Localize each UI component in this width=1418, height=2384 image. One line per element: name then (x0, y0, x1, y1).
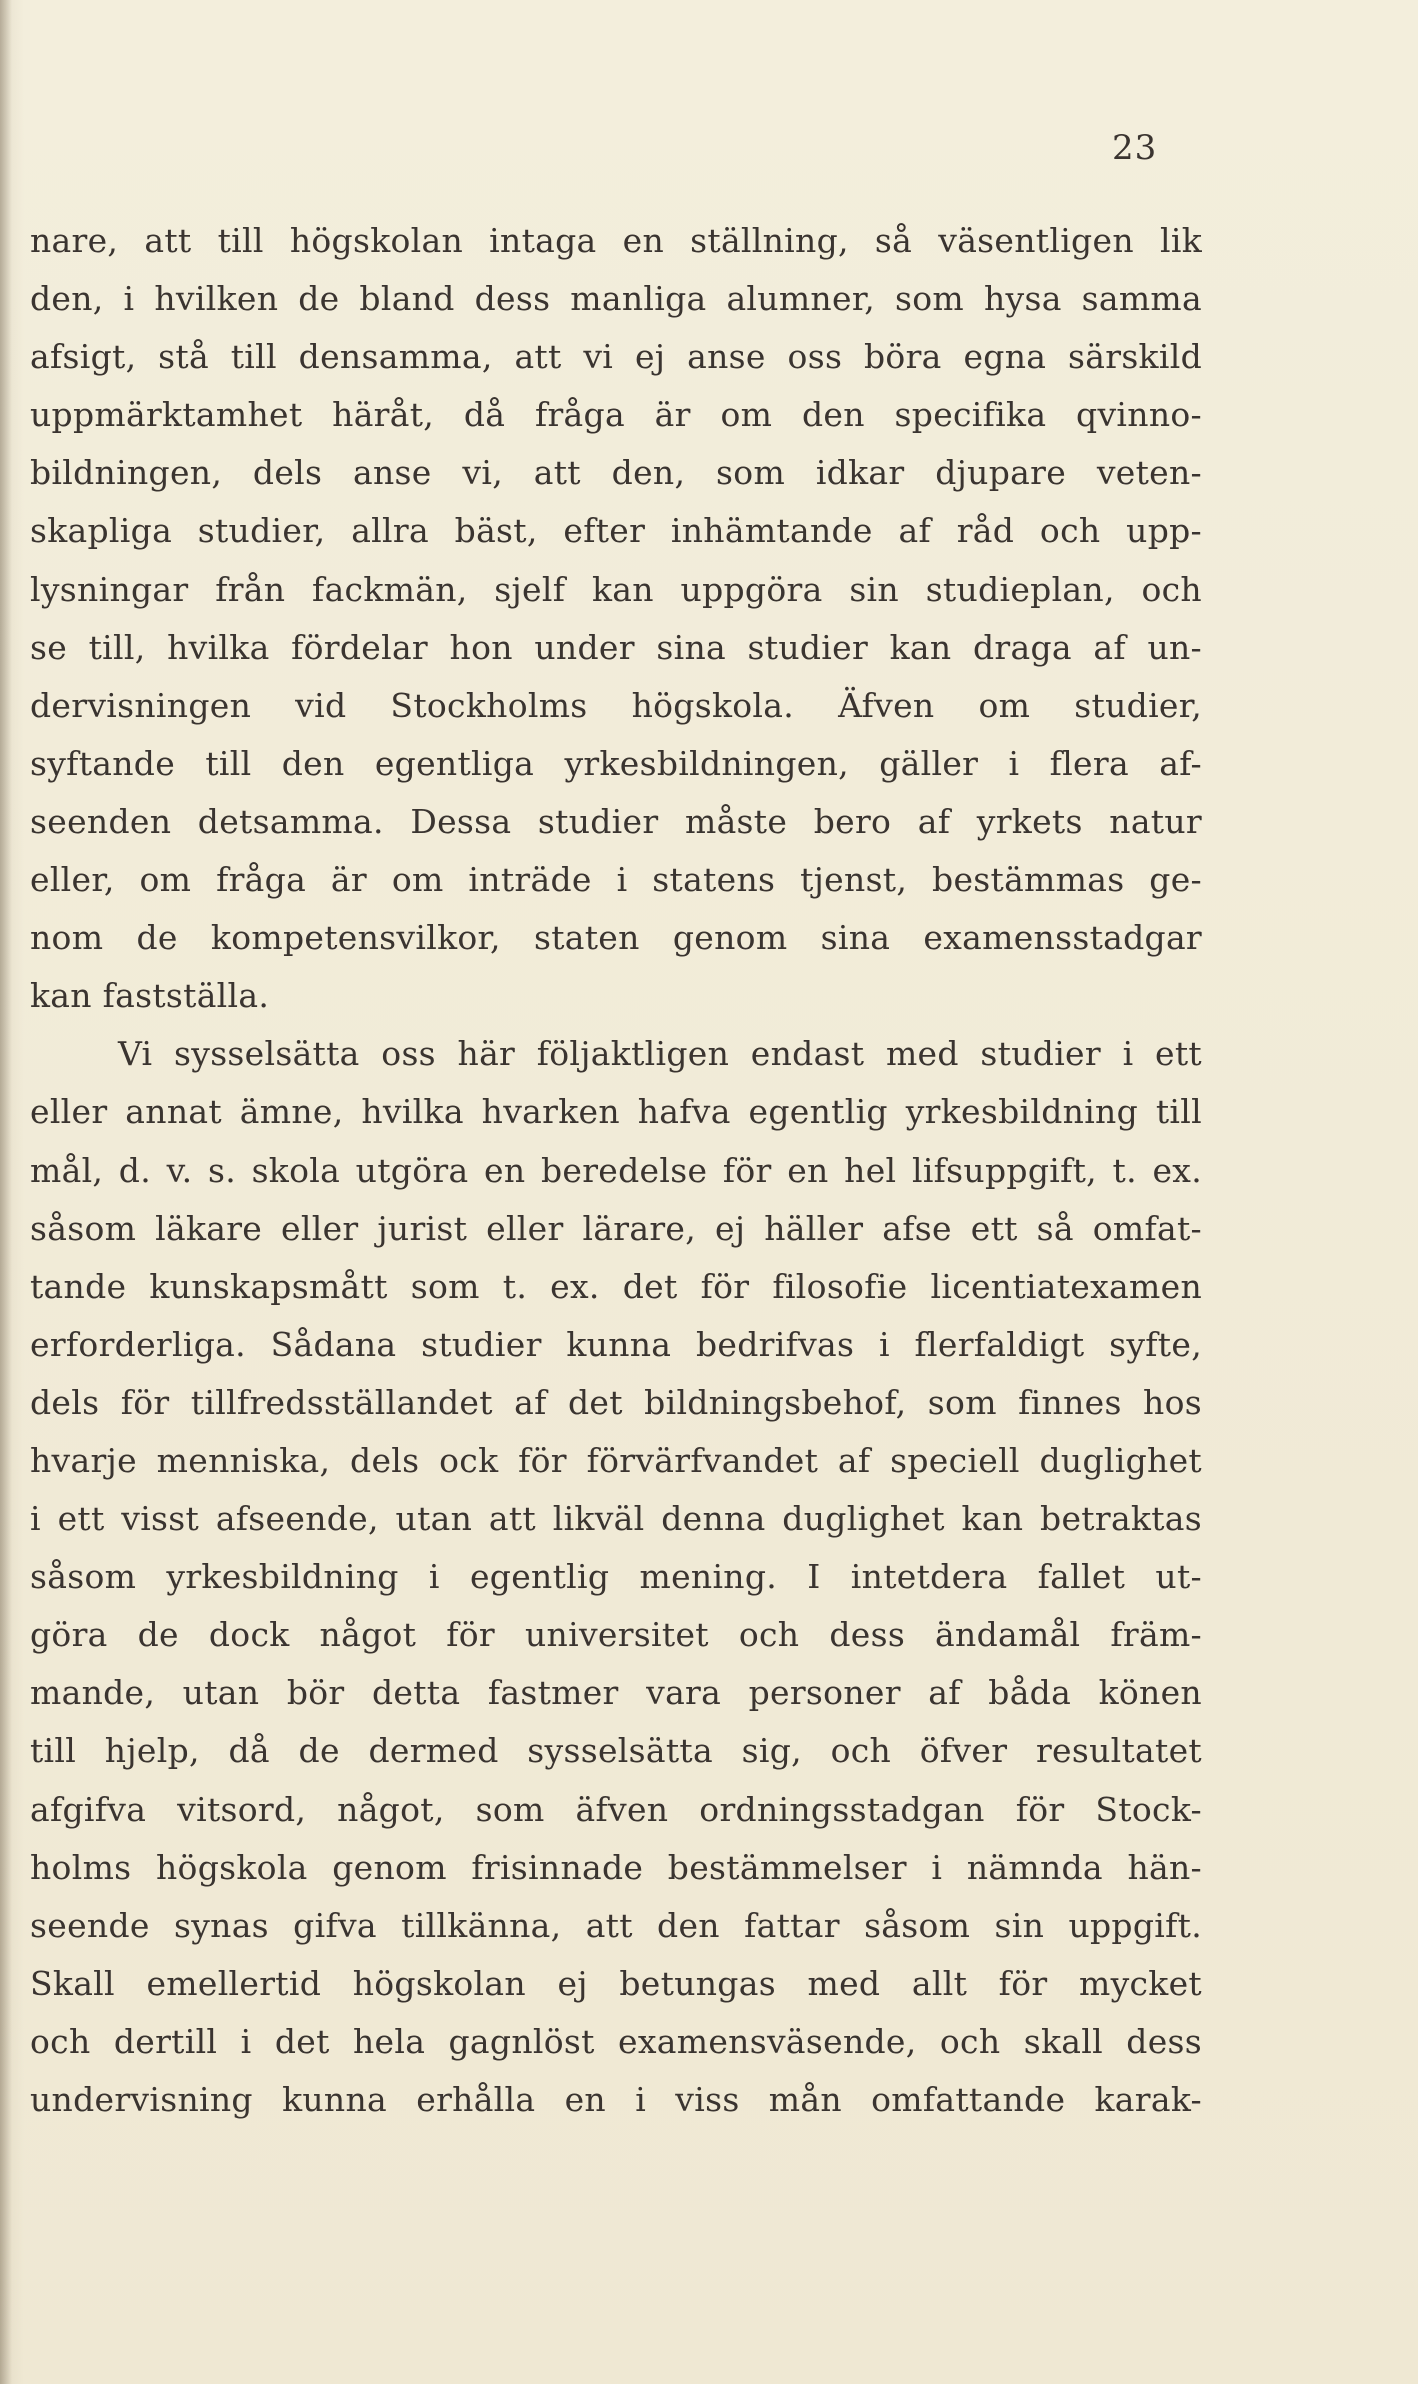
text-line: och dertill i det hela gagnlöst examensväsende, och skall dess (30, 2021, 1202, 2061)
text-line: uppmärktamhet häråt, då fråga är om den specifika qvinno- (30, 395, 1202, 435)
page-number: 23 (1112, 128, 1158, 168)
text-line: erforderliga. Sådana studier kunna bedrifvas i flerfaldigt syfte, (30, 1324, 1202, 1364)
text-line: såsom läkare eller jurist eller lärare, ej häller afse ett så omfat- (30, 1208, 1202, 1248)
text-line: såsom yrkesbildning i egentlig mening. I intetdera fallet ut- (30, 1557, 1202, 1597)
text-line: hvarje menniska, dels ock för förvärfvandet af speciell duglighet (30, 1440, 1202, 1480)
text-line: dervisningen vid Stockholms högskola. Äfven om studier, (30, 685, 1202, 725)
text-line: den, i hvilken de bland dess manliga alumner, som hysa samma (30, 279, 1202, 319)
text-line: mål, d. v. s. skola utgöra en beredelse för en hel lifsuppgift, t. ex. (30, 1150, 1202, 1190)
text-line: mande, utan bör detta fastmer vara personer af båda könen (30, 1673, 1202, 1713)
text-line: nom de kompetensvilkor, staten genom sina examensstadgar (30, 918, 1202, 958)
text-line: syftande till den egentliga yrkesbildningen, gäller i flera af- (30, 743, 1202, 783)
text-line: Skall emellertid högskolan ej betungas med allt för mycket (30, 1963, 1202, 2003)
text-line: skapliga studier, allra bäst, efter inhämtande af råd och upp- (30, 511, 1202, 551)
text-line: tande kunskapsmått som t. ex. det för filosofie licentiatexamen (30, 1266, 1202, 1306)
text-line: göra de dock något för universitet och dess ändamål främ- (30, 1615, 1202, 1655)
body-text (30, 212, 1202, 2129)
text-line: seenden detsamma. Dessa studier måste bero af yrkets natur (30, 801, 1202, 841)
text-line: holms högskola genom frisinnade bestämmelser i nämnda hän- (30, 1847, 1202, 1887)
text-line: afgifva vitsord, något, som äfven ordningsstadgan för Stock- (30, 1789, 1202, 1829)
text-line: lysningar från fackmän, sjelf kan uppgöra sin studieplan, och (30, 569, 1202, 609)
text-line: nare, att till högskolan intaga en ställning, så väsentligen lik (30, 221, 1202, 260)
text-line: afsigt, stå till densamma, att vi ej anse oss böra egna särskild (30, 337, 1202, 377)
text-line: eller, om fråga är om inträde i statens tjenst, bestämmas ge- (30, 860, 1202, 900)
text-line: undervisning kunna erhålla en i viss mån omfattande karak- (30, 2080, 1202, 2119)
paragraph-start-line: Vi sysselsätta oss här följaktligen endast med studier i ett (118, 1034, 1202, 1074)
text-line: i ett visst afseende, utan att likväl denna duglighet kan betraktas (30, 1499, 1202, 1539)
binding-shadow (0, 0, 12, 2384)
text-line: dels för tillfredsställandet af det bildningsbehof, som finnes hos (30, 1382, 1202, 1422)
text-line: se till, hvilka fördelar hon under sina studier kan draga af un- (30, 627, 1202, 667)
text-line: eller annat ämne, hvilka hvarken hafva egentlig yrkesbildning till (30, 1092, 1202, 1132)
text-line: till hjelp, då de dermed sysselsätta sig, och öfver resultatet (30, 1731, 1202, 1771)
text-line: bildningen, dels anse vi, att den, som idkar djupare veten- (30, 453, 1202, 493)
text-line: seende synas gifva tillkänna, att den fattar såsom sin uppgift. (30, 1905, 1202, 1945)
paragraph-end-line: kan fastställa. (30, 976, 270, 1016)
